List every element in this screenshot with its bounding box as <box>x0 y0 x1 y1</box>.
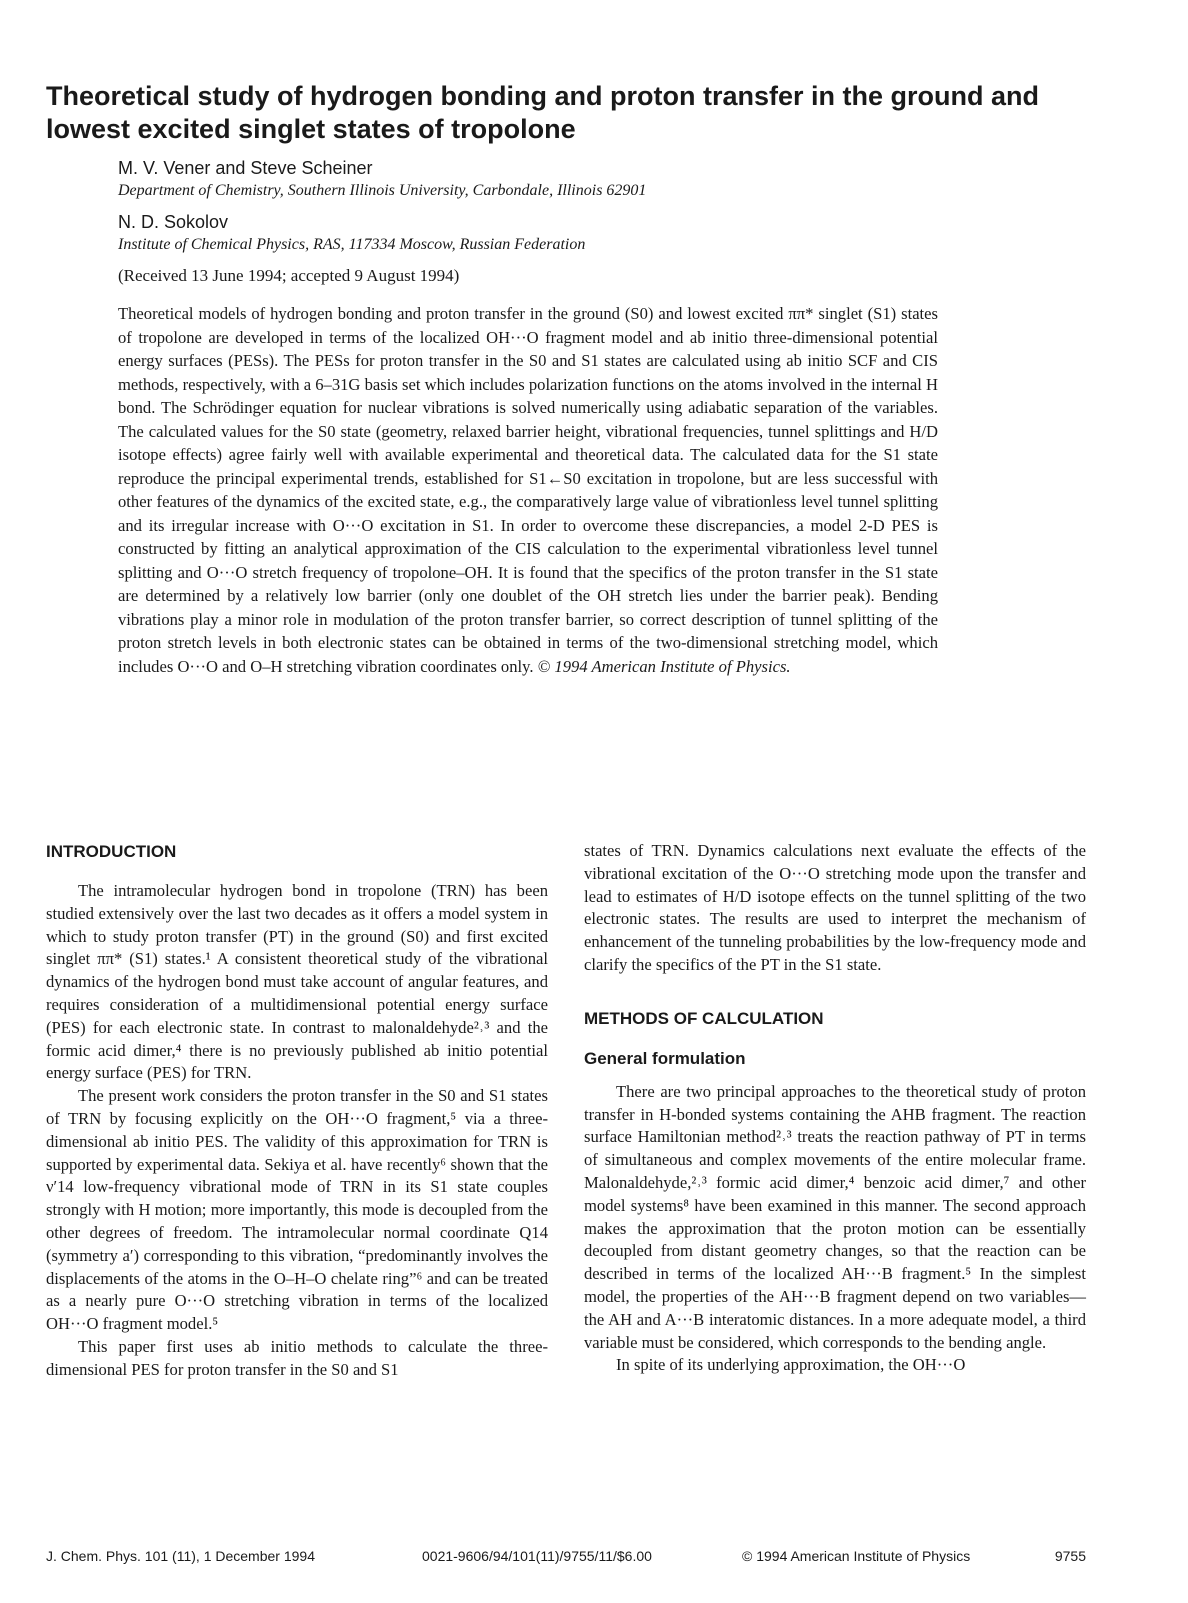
page-footer <box>46 1548 1086 1572</box>
left-column <box>46 840 548 1382</box>
footer-copyright: © 1994 American Institute of Physics <box>742 1548 971 1564</box>
methods-paragraph-2: In spite of its underlying approximation, the OH···O <box>616 1355 966 1375</box>
author-names-1: M. V. Vener and Steve Scheiner <box>118 158 373 178</box>
intro-paragraph-1: The intramolecular hydrogen bond in tropolone (TRN) has been studied extensively over the last two decades as it offers a model system in which to study proton transfer (PT) in the ground (S0) and first excited singlet ππ* (S1) states.¹ A consistent theoretical study of the vibrational dynamics of the hydrogen bond must take account of angular features, and requires consideration of a multidimensional potential energy surface (PES) for each electronic state. In contrast to malonaldehyde²˒³ and the formic acid dimer,⁴ there is no previously published ab initio potential energy surface (PES) for TRN. <box>46 881 548 1083</box>
abstract-text: Theoretical models of hydrogen bonding and proton transfer in the ground (S0) and lowest excited ππ* singlet (S1) states of tropolone are developed in terms of the localized OH···O fragment model and ab initio three-dimensional potential energy surfaces (PESs). The PESs for proton transfer in the S0 and S1 states are calculated using ab initio SCF and CIS methods, respectively, with a 6–31G basis set which includes polarization functions on the atoms involved in the internal H bond. The Schrödinger equation for nuclear vibrations is solved numerically using adiabatic separation of the variables. The calculated values for the S0 state (geometry, relaxed barrier height, vibrational frequencies, tunnel splittings and H/D isotope effects) agree fairly well with available experimental and theoretical data. The calculated data for the S1 state reproduce the principal experimental trends, established for S1←S0 excitation in tropolone, but are less successful with other features of the dynamics of the excited state, e.g., the comparatively large value of vibrationless level tunnel splitting and its irregular increase with O···O excitation in S1. In order to overcome these discrepancies, a model 2-D PES is constructed by fitting an analytical approximation of the CIS calculation to the experimental vibrationless level tunnel splitting and O···O stretch frequency of tropolone–OH. It is found that the specifics of the proton transfer in the S1 state are determined by a relatively low barrier (only one doublet of the OH stretch lies under the barrier peak). Bending vibrations play a minor role in modulation of the proton transfer barrier, so correct description of tunnel splitting of the proton stretch levels in both electronic states can be obtained in terms of the two-dimensional stretching model, which includes O···O and O–H stretching vibration coordinates only. <box>118 304 938 676</box>
introduction-heading: INTRODUCTION <box>46 842 177 861</box>
intro-continuation: states of TRN. Dynamics calculations next evaluate the effects of the vibrational excitation of the O···O stretching mode upon the transfer and lead to estimates of H/D isotope effects on the tunnel splitting of the two electronic states. The results are used to interpret the mechanism of enhancement of the tunneling probabilities by the low-frequency mode and clarify the specifics of the PT in the S1 state. <box>584 841 1086 974</box>
abstract-copyright: © 1994 American Institute of Physics. <box>537 656 791 676</box>
intro-paragraph-2: The present work considers the proton transfer in the S0 and S1 states of TRN by focusing explicitly on the OH···O fragment,⁵ via a three-dimensional ab initio PES. The validity of this approximation for TRN is supported by experimental data. Sekiya et al. have recently⁶ shown that the ν′14 low-frequency vibrational mode of TRN in its S1 state couples strongly with H motion; more importantly, this mode is decoupled from the other degrees of freedom. The intramolecular normal coordinate Q14 (symmetry a′) corresponding to this vibration, “predominantly involves the displacements of the atoms in the O–H–O chelate ring”⁶ and can be treated as a nearly pure O···O stretching vibration in terms of the localized OH···O fragment model.⁵ <box>46 1086 548 1334</box>
footer-issn: 0021-9606/94/101(11)/9755/11/$6.00 <box>422 1548 652 1564</box>
author-affiliation-2: Institute of Chemical Physics, RAS, 117334 Moscow, Russian Federation <box>118 236 586 253</box>
paper-title: Theoretical study of hydrogen bonding and proton transfer in the ground and lowest excited singlet states of tropolone <box>46 81 1039 144</box>
abstract <box>118 302 938 678</box>
right-column <box>584 840 1086 1377</box>
received-dates: (Received 13 June 1994; accepted 9 August 1994) <box>118 266 460 285</box>
footer-journal-citation: J. Chem. Phys. 101 (11), 1 December 1994 <box>46 1548 315 1564</box>
page-number: 9755 <box>1054 1548 1086 1564</box>
author-names-2: N. D. Sokolov <box>118 212 229 232</box>
author-affiliation-1: Department of Chemistry, Southern Illinois University, Carbondale, Illinois 62901 <box>118 182 647 199</box>
methods-heading: METHODS OF CALCULATION <box>584 1008 824 1028</box>
intro-paragraph-3: This paper first uses ab initio methods to calculate the three-dimensional PES for proton transfer in the S0 and S1 <box>46 1336 548 1379</box>
methods-paragraph-1: There are two principal approaches to the theoretical study of proton transfer in H-bonded systems containing the AHB fragment. The reaction surface Hamiltonian method²˒³ treats the reaction pathway of PT in terms of simultaneous and complex movements of the entire molecular frame. Malonaldehyde,²˒³ formic acid dimer,⁴ benzoic acid dimer,⁷ and other model systems⁸ have been examined in this manner. The second approach makes the approximation that the proton motion can be essentially decoupled from distant geometry changes, so that the reaction can be described in terms of the localized AH···B fragment.⁵ In the simplest model, the properties of the AH···B fragment depend on two variables—the AH and A···B interatomic distances. In a more adequate model, a third variable must be considered, which corresponds to the bending angle. <box>584 1081 1086 1352</box>
general-formulation-heading: General formulation <box>584 1048 746 1068</box>
